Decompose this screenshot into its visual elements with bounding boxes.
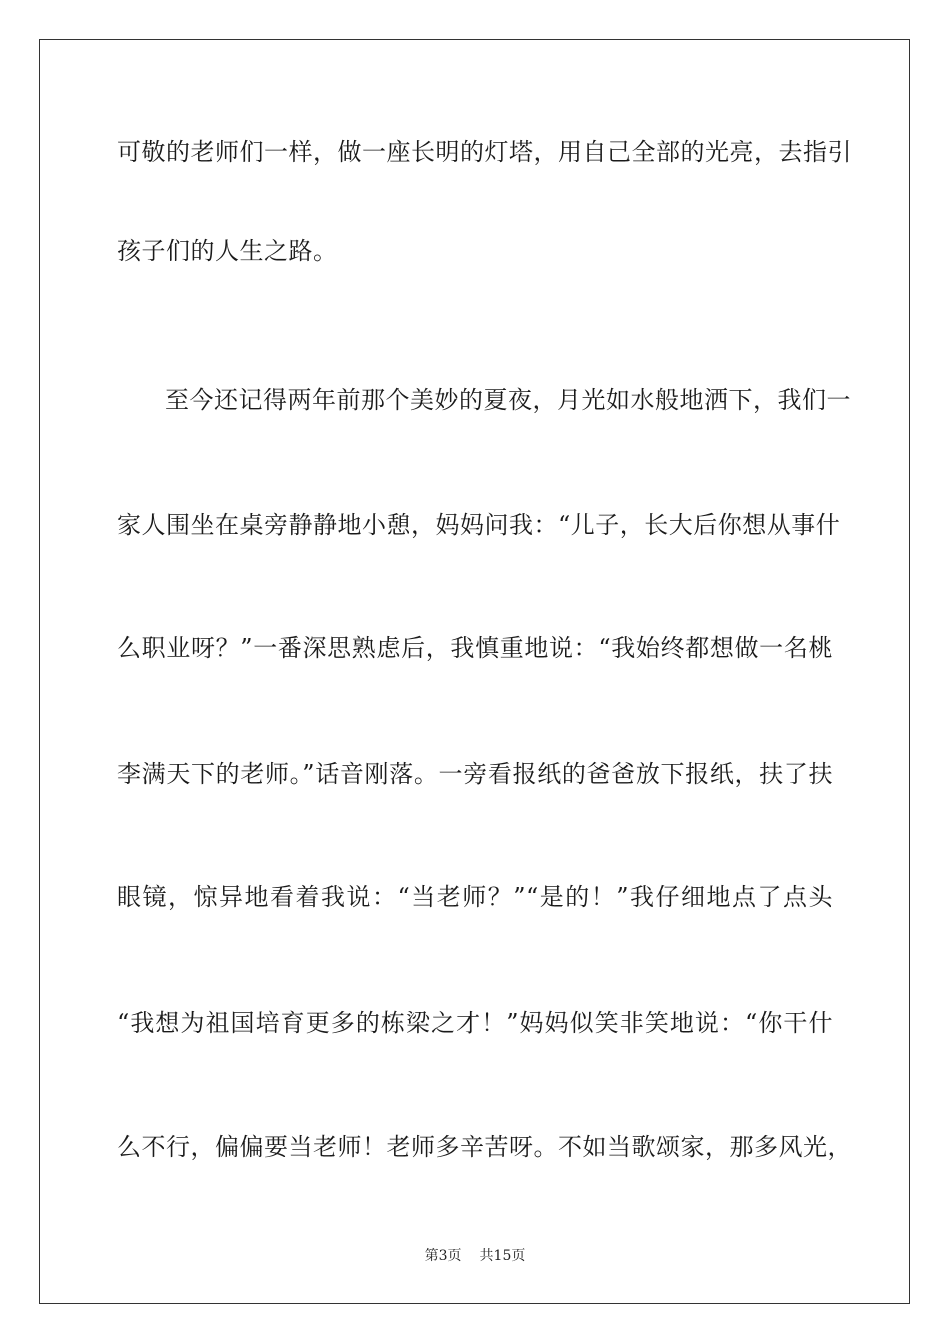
text-line: 么职业呀？”一番深思熟虑后，我慎重地说：“我始终都想做一名桃 bbox=[117, 634, 833, 662]
page-number: 第3页 bbox=[424, 1248, 462, 1264]
text-line: 李满天下的老师。”话音刚落。一旁看报纸的爸爸放下报纸，扶了扶 bbox=[117, 760, 833, 788]
paragraph-first-line: 至今还记得两年前那个美妙的夏夜，月光如水般地洒下，我们一 bbox=[165, 386, 851, 414]
text-line: 眼镜，惊异地看着我说：“当老师？”“是的！”我仔细地点了点头 bbox=[117, 883, 833, 911]
text-line: 家人围坐在桌旁静静地小憩，妈妈问我：“儿子，长大后你想从事什 bbox=[117, 511, 841, 539]
page-footer bbox=[0, 1246, 950, 1266]
text-line: 孩子们的人生之路。 bbox=[117, 237, 338, 265]
text-line: “我想为祖国培育更多的栋梁之才！”妈妈似笑非笑地说：“你干什 bbox=[117, 1009, 833, 1037]
text-line: 么不行，偏偏要当老师！老师多辛苦呀。不如当歌颂家，那多风光， bbox=[117, 1133, 852, 1161]
text-line: 可敬的老师们一样，做一座长明的灯塔，用自己全部的光亮，去指引 bbox=[117, 138, 852, 166]
page-border bbox=[39, 39, 910, 1304]
total-pages: 共15页 bbox=[479, 1248, 526, 1264]
